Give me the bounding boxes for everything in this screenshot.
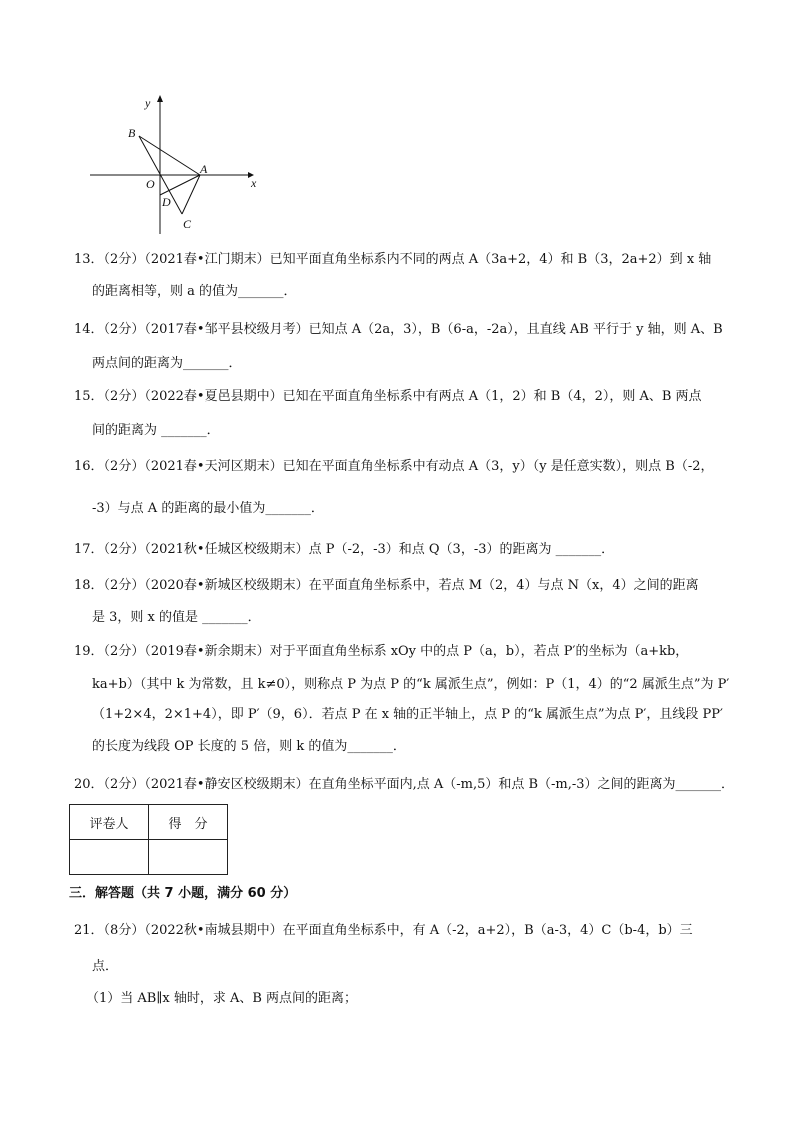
question-21-part-1: （1）当 AB∥x 轴时，求 A、B 两点间的距离； bbox=[86, 991, 358, 1006]
segment-BA bbox=[139, 136, 200, 175]
score-table bbox=[69, 804, 228, 875]
section-title: 三．解答题（共 7 小题，满分 60 分） bbox=[69, 886, 297, 901]
question-21-line-2: 点． bbox=[92, 959, 119, 974]
score-header: 得 分 bbox=[149, 805, 228, 840]
label-B: B bbox=[128, 126, 136, 140]
question-19-line-1: 19．（2分）（2019春•新余期末）对于平面直角坐标系 xOy 中的点 P（a，b），若点 P′的坐标为（a+kb， bbox=[74, 644, 689, 659]
label-A: A bbox=[200, 162, 208, 176]
y-axis-arrow bbox=[157, 95, 163, 102]
segment-AC bbox=[182, 175, 200, 214]
label-O: O bbox=[146, 177, 155, 191]
question-15-line-2: 间的距离为 _______． bbox=[92, 423, 220, 438]
question-19-line-4: 的长度为线段 OP 长度的 5 倍，则 k 的值为_______． bbox=[92, 739, 406, 754]
question-17-line-1: 17．（2分）（2021秋•任城区校级期末）点 P（-2，-3）和点 Q（3，-3）的距离为 _______． bbox=[74, 542, 615, 557]
label-C: C bbox=[183, 217, 192, 231]
question-19-line-2: ka+b）（其中 k 为常数，且 k≠0），则称点 P 为点 P 的“k 属派生点”，例如：P（1，4）的“2 属派生点”为 P′ bbox=[92, 677, 730, 692]
question-14-line-2: 两点间的距离为_______． bbox=[92, 356, 242, 371]
label-D: D bbox=[162, 195, 171, 209]
question-13-line-2: 的距离相等，则 a 的值为_______． bbox=[92, 284, 297, 299]
question-19-line-3: （1+2×4，2×1+4），即 P′（9，6）．若点 P 在 x 轴的正半轴上，点 P 的“k 属派生点”为点 P′，且线段 PP′ bbox=[92, 707, 723, 722]
question-16-line-1: 16．（2分）（2021春•天河区期末）已知在平面直角坐标系中有动点 A（3，y）（y 是任意实数），则点 B（-2， bbox=[74, 459, 714, 474]
question-15-line-1: 15．（2分）（2022春•夏邑县期中）已知在平面直角坐标系中有两点 A（1，2）和 B（4，2），则 A、B 两点 bbox=[74, 389, 702, 404]
score-cell bbox=[149, 840, 228, 875]
grader-cell bbox=[70, 840, 149, 875]
coordinate-figure bbox=[88, 92, 258, 234]
question-16-line-2: -3）与点 A 的距离的最小值为_______． bbox=[92, 501, 324, 516]
question-14-line-1: 14．（2分）（2017春•邹平县校级月考）已知点 A（2a，3），B（6-a，-2a），且直线 AB 平行于 y 轴，则 A、B bbox=[74, 322, 723, 337]
question-13-line-1: 13．（2分）（2021春•江门期末）已知平面直角坐标系内不同的两点 A（3a+2，4）和 B（3，2a+2）到 x 轴 bbox=[74, 252, 712, 267]
question-18-line-1: 18．（2分）（2020春•新城区校级期末）在平面直角坐标系中，若点 M（2，4）与点 N（x，4）之间的距离 bbox=[74, 578, 699, 593]
grader-header: 评卷人 bbox=[70, 805, 149, 840]
label-x: x bbox=[251, 176, 257, 190]
geometry-diagram bbox=[88, 92, 258, 234]
label-y: y bbox=[145, 96, 151, 110]
question-20-line-1: 20．（2分）（2021春•静安区校级期末）在直角坐标平面内,点 A（-m,5）和点 B（-m,-3）之间的距离为_______． bbox=[74, 777, 735, 792]
question-18-line-2: 是 3，则 x 的值是 _______． bbox=[92, 610, 261, 625]
question-21-line-1: 21．（8分）（2022秋•南城县期中）在平面直角坐标系中，有 A（-2，a+2），B（a-3，4）C（b-4，b）三 bbox=[74, 923, 693, 938]
